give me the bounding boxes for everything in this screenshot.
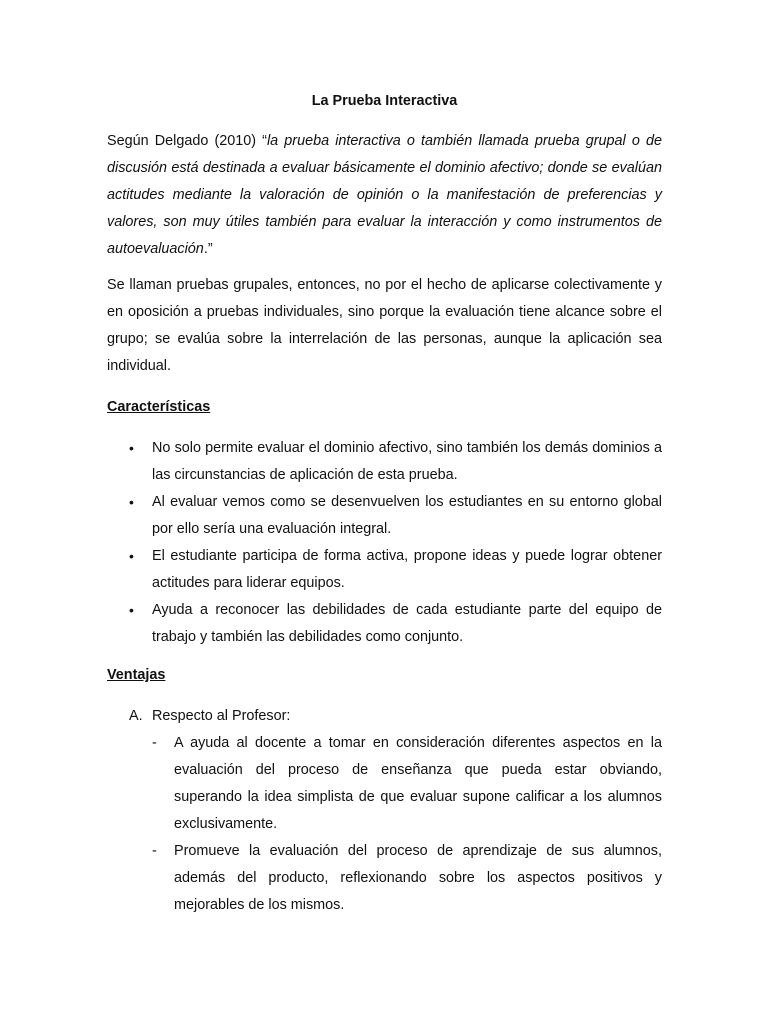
list-item: [129, 489, 662, 543]
list-item-text: Al evaluar vemos como se desenvuelven los estudiantes en su entorno global por ello sería una evaluación integral.: [152, 494, 662, 537]
list-item-text: No solo permite evaluar el dominio afectivo, sino también los demás dominios a las circunstancias de aplicación de esta prueba.: [152, 440, 662, 483]
intro-close: .”: [203, 241, 213, 257]
profesor-list: [107, 730, 662, 919]
intro-quote: la prueba interactiva o también llamada prueba grupal o de discusión está destinada a evaluar básicamente el dominio afectivo; donde se evalúan actitudes mediante la valoración de opinión o la manifestación de preferencias y valores, son muy útiles también para evaluar la interacción y como instrumentos de autoevaluación: [107, 133, 662, 257]
list-item-text: Ayuda a reconocer las debilidades de cada estudiante parte del equipo de trabajo y también las debilidades como conjunto.: [152, 602, 662, 645]
list-item: [129, 543, 662, 597]
document-title: La Prueba Interactiva: [311, 93, 458, 109]
bullet-icon: •: [129, 494, 134, 510]
ventajas-section-a: [107, 703, 662, 730]
list-item-text: A ayuda al docente a tomar en consideración diferentes aspectos en la evaluación del proceso de enseñanza que pueda estar obviando, superando la idea simplista de que evaluar supone calificar a los alumnos exclusivamente.: [174, 735, 662, 832]
list-item: [129, 435, 662, 489]
grupales-paragraph: Se llaman pruebas grupales, entonces, no por el hecho de aplicarse colectivamente y en oposición a pruebas individuales, sino porque la evaluación tiene alcance sobre el grupo; se evalúa sobre la interrelación de las personas, aunque la aplicación sea individual.: [107, 277, 662, 374]
list-item: [152, 730, 662, 838]
bullet-icon: •: [129, 440, 134, 456]
bullet-icon: •: [129, 548, 134, 564]
section-a-marker: A.: [129, 708, 143, 724]
bullet-icon: •: [129, 602, 134, 618]
list-item: [129, 597, 662, 651]
ventajas-heading: Ventajas: [107, 667, 166, 683]
caracteristicas-list: [107, 435, 662, 651]
intro-paragraph: [107, 128, 662, 263]
dash-icon: -: [152, 843, 157, 859]
list-item: [152, 838, 662, 919]
intro-lead: Según Delgado (2010) “: [107, 133, 267, 149]
caracteristicas-heading: Características: [107, 399, 211, 415]
section-a-label: Respecto al Profesor:: [152, 708, 291, 724]
list-item-text: Promueve la evaluación del proceso de aprendizaje de sus alumnos, además del producto, reflexionando sobre los aspectos positivos y mejorables de los mismos.: [174, 843, 662, 913]
list-item-text: El estudiante participa de forma activa, propone ideas y puede lograr obtener actitudes para liderar equipos.: [152, 548, 662, 591]
dash-icon: -: [152, 735, 157, 751]
